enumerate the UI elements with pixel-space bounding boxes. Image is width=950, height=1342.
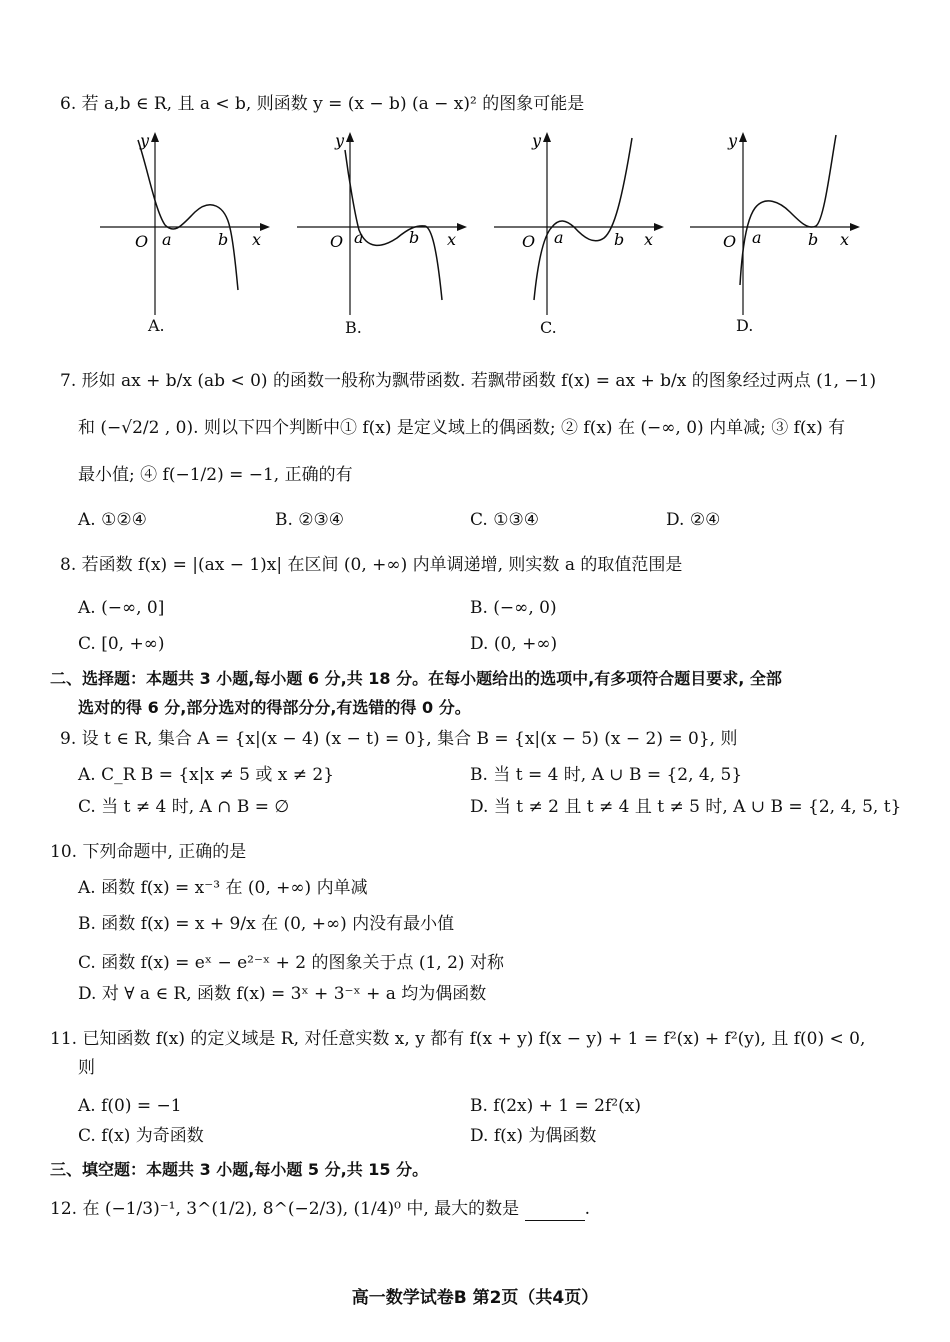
q11-option-b: B. f(2x) + 1 = 2f²(x)	[470, 1096, 641, 1116]
q9-option-c: C. 当 t ≠ 4 时, A ∩ B = ∅	[78, 797, 290, 817]
q7-line2: 和 (−√2/2 , 0). 则以下四个判断中① f(x) 是定义域上的偶函数; ② f(x) 在 (−∞, 0) 内单减; ③ f(x) 有	[78, 418, 846, 438]
section3-line1: 三、填空题：本题共 3 小题,每小题 5 分,共 15 分。	[50, 1160, 429, 1179]
graph-d	[690, 130, 865, 320]
graph-d-label: D.	[736, 316, 754, 335]
graph-b-a: a	[354, 228, 364, 247]
q8-stem: 8. 若函数 f(x) = |(ax − 1)x| 在区间 (0, +∞) 内单调递增, 则实数 a 的取值范围是	[60, 555, 683, 575]
q12-line	[50, 1197, 590, 1221]
q9-option-a: A. C_R B = {x|x ≠ 5 或 x ≠ 2}	[78, 765, 335, 785]
graph-c-o: O	[522, 232, 536, 251]
q9-option-b: B. 当 t = 4 时, A ∪ B = {2, 4, 5}	[470, 765, 743, 785]
graph-c-label: C.	[540, 318, 557, 337]
q7-option-a: A. ①②④	[78, 510, 147, 530]
q11-option-a: A. f(0) = −1	[78, 1096, 182, 1116]
q12-end: .	[584, 1199, 590, 1219]
graph-c-a: a	[554, 228, 564, 247]
q8-option-b: B. (−∞, 0)	[470, 598, 557, 618]
q10-option-d: D. 对 ∀ a ∈ R, 函数 f(x) = 3ˣ + 3⁻ˣ + a 均为偶函数	[78, 984, 487, 1004]
graph-b-x: x	[447, 230, 457, 249]
q11-line1: 11. 已知函数 f(x) 的定义域是 R, 对任意实数 x, y 都有 f(x + y) f(x − y) + 1 = f²(x) + f²(y), 且 f(0) < 0,	[50, 1029, 866, 1049]
q8-option-a: A. (−∞, 0]	[78, 598, 165, 618]
graph-d-y: y	[728, 131, 738, 150]
graph-a-y: y	[140, 131, 150, 150]
graph-d-a: a	[752, 228, 762, 247]
graph-a-x: x	[252, 230, 262, 249]
q8-option-d: D. (0, +∞)	[470, 634, 558, 654]
section2-line1: 二、选择题：本题共 3 小题,每小题 6 分,共 18 分。在每小题给出的选项中,有多项符合题目要求, 全部	[50, 669, 782, 688]
graph-a-label: A.	[148, 316, 165, 335]
q9-stem: 9. 设 t ∈ R, 集合 A = {x|(x − 4) (x − t) = 0}, 集合 B = {x|(x − 5) (x − 2) = 0}, 则	[60, 729, 738, 749]
q11-line2: 则	[78, 1058, 95, 1078]
graph-c-y: y	[532, 131, 542, 150]
q10-option-c: C. 函数 f(x) = eˣ − e²⁻ˣ + 2 的图象关于点 (1, 2) 对称	[78, 953, 504, 973]
graph-c-x: x	[644, 230, 654, 249]
q7-line3: 最小值; ④ f(−1/2) = −1, 正确的有	[78, 465, 353, 485]
q7-option-d: D. ②④	[666, 510, 721, 530]
graph-d-x: x	[840, 230, 850, 249]
section2-line2: 选对的得 6 分,部分选对的得部分分,有选错的得 0 分。	[78, 698, 471, 717]
q12-stem: 12. 在 (−1/3)⁻¹, 3^(1/2), 8^(−2/3), (1/4)⁰ 中, 最大的数是	[50, 1199, 520, 1219]
graph-b-y: y	[335, 131, 345, 150]
graph-c	[494, 130, 669, 320]
q7-option-c: C. ①③④	[470, 510, 539, 530]
graph-a-a: a	[162, 230, 172, 249]
graph-b-b: b	[409, 228, 420, 247]
graph-b-label: B.	[345, 318, 362, 337]
q11-option-d: D. f(x) 为偶函数	[470, 1126, 597, 1146]
q10-stem: 10. 下列命题中, 正确的是	[50, 842, 247, 862]
q8-option-c: C. [0, +∞)	[78, 634, 165, 654]
graph-b	[297, 130, 472, 320]
q10-option-b: B. 函数 f(x) = x + 9/x 在 (0, +∞) 内没有最小值	[78, 914, 455, 934]
q10-option-a: A. 函数 f(x) = x⁻³ 在 (0, +∞) 内单减	[78, 878, 368, 898]
graph-a-b: b	[218, 230, 229, 249]
graph-d-b: b	[808, 230, 819, 249]
graph-a	[100, 130, 275, 320]
q11-option-c: C. f(x) 为奇函数	[78, 1126, 204, 1146]
q12-answer-blank[interactable]	[525, 1202, 585, 1221]
graph-c-b: b	[614, 230, 625, 249]
page-footer: 高一数学试卷B 第2页（共4页）	[351, 1288, 599, 1308]
q7-line1: 7. 形如 ax + b/x (ab < 0) 的函数一般称为飘带函数. 若飘带函数 f(x) = ax + b/x 的图象经过两点 (1, −1)	[60, 371, 877, 391]
q6-stem: 6. 若 a,b ∈ R, 且 a < b, 则函数 y = (x − b) (a − x)² 的图象可能是	[60, 94, 585, 114]
graph-d-o: O	[723, 232, 737, 251]
q9-option-d: D. 当 t ≠ 2 且 t ≠ 4 且 t ≠ 5 时, A ∪ B = {2, 4, 5, t}	[470, 797, 902, 817]
graph-b-o: O	[330, 232, 344, 251]
q7-option-b: B. ②③④	[275, 510, 345, 530]
graph-a-o: O	[135, 232, 149, 251]
